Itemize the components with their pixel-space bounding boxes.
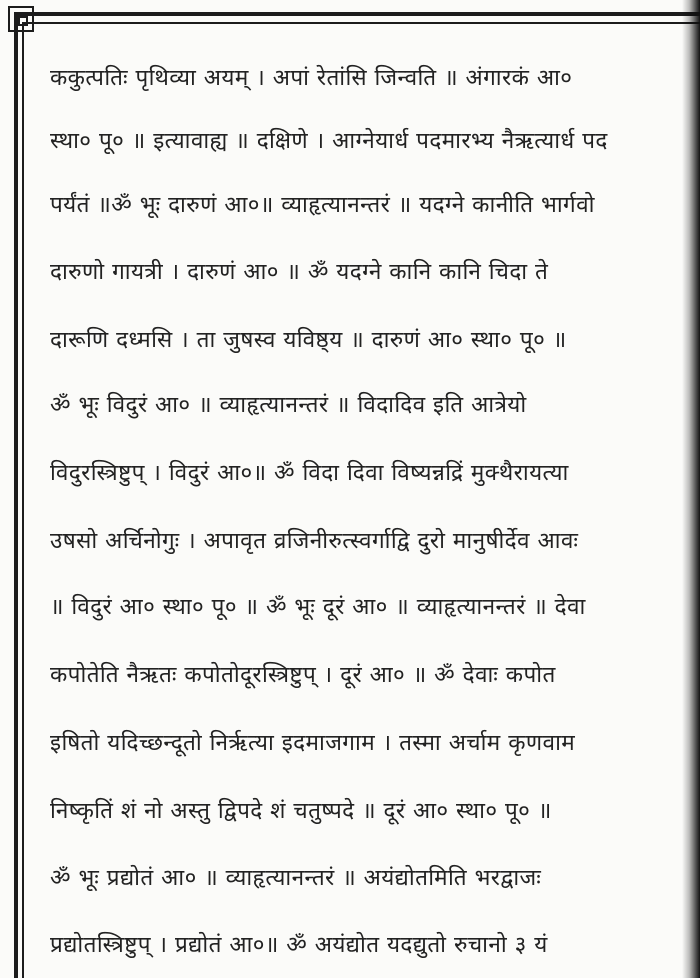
top-border-outer-rule [14, 12, 700, 16]
text-line: इषितो यदिच्छन्दूतो निर्ऋत्या इदमाजगाम । तस्मा अर्चाम कृणवाम [50, 730, 576, 756]
text-line: दारुणो गायत्री । दारुणं आ० ॥ ॐ यदग्ने कानि कानि चिदा ते [50, 259, 549, 285]
text-line: ककुत्पतिः पृथिव्या अयम् । अपां रेतांसि जिन्वति ॥ अंगारकं आ० [50, 65, 573, 91]
left-border-inner-rule [22, 22, 24, 978]
text-line: निष्कृतिं शं नो अस्तु द्विपदे शं चतुष्पदे ॥ दूरं आ० स्था० पू० ॥ [50, 798, 552, 824]
left-border-outer-rule [14, 12, 18, 978]
text-line: प्रद्योतस्त्रिष्टुप् । प्रद्योतं आ०॥ ॐ अयंद्योत यदद्युतो रुचानो ३ यं [50, 932, 548, 958]
text-line: कपोतेति नैऋतः कपोतोदूरस्त्रिष्टुप् । दूरं आ० ॥ ॐ देवाः कपोत [50, 662, 556, 688]
text-line: पर्यंतं ॥ॐ भूः दारुणं आ०॥ व्याहृत्यानन्तरं ॥ यदग्ने कानीति भार्गवो [50, 192, 595, 218]
text-line: ॐ भूः विदुरं आ० ॥ व्याहृत्यानन्तरं ॥ विदादिव इति आत्रेयो [50, 392, 527, 418]
text-line: दारूणि दध्मसि । ता जुषस्व यविष्ठ्य ॥ दारुणं आ० स्था० पू० ॥ [50, 327, 567, 353]
text-line: उषसो अर्चिनोगुः । अपावृत व्रजिनीरुत्स्वर्गाद्वि दुरो मानुषीर्देव आवः [50, 528, 579, 554]
text-line: ॐ भूः प्रद्योतं आ० ॥ व्याहृत्यानन्तरं ॥ अयंद्योतमिति भरद्वाजः [50, 865, 542, 891]
text-line: स्था० पू० ॥ इत्यावाह्य ॥ दक्षिणे । आग्नेयार्ध पदमारभ्य नैऋत्यार्ध पद [50, 128, 608, 154]
page-edge-shadow [682, 0, 700, 978]
top-border-inner-rule [22, 22, 700, 24]
text-line: विदुरस्त्रिष्टुप् । विदुरं आ०॥ ॐ विदा दिवा विष्यन्नद्रिं मुक्थैरायत्या [50, 460, 569, 486]
text-line: ॥ विदुरं आ० स्था० पू० ॥ ॐ भूः दूरं आ० ॥ व्याहृत्यानन्तरं ॥ देवा [50, 594, 586, 620]
